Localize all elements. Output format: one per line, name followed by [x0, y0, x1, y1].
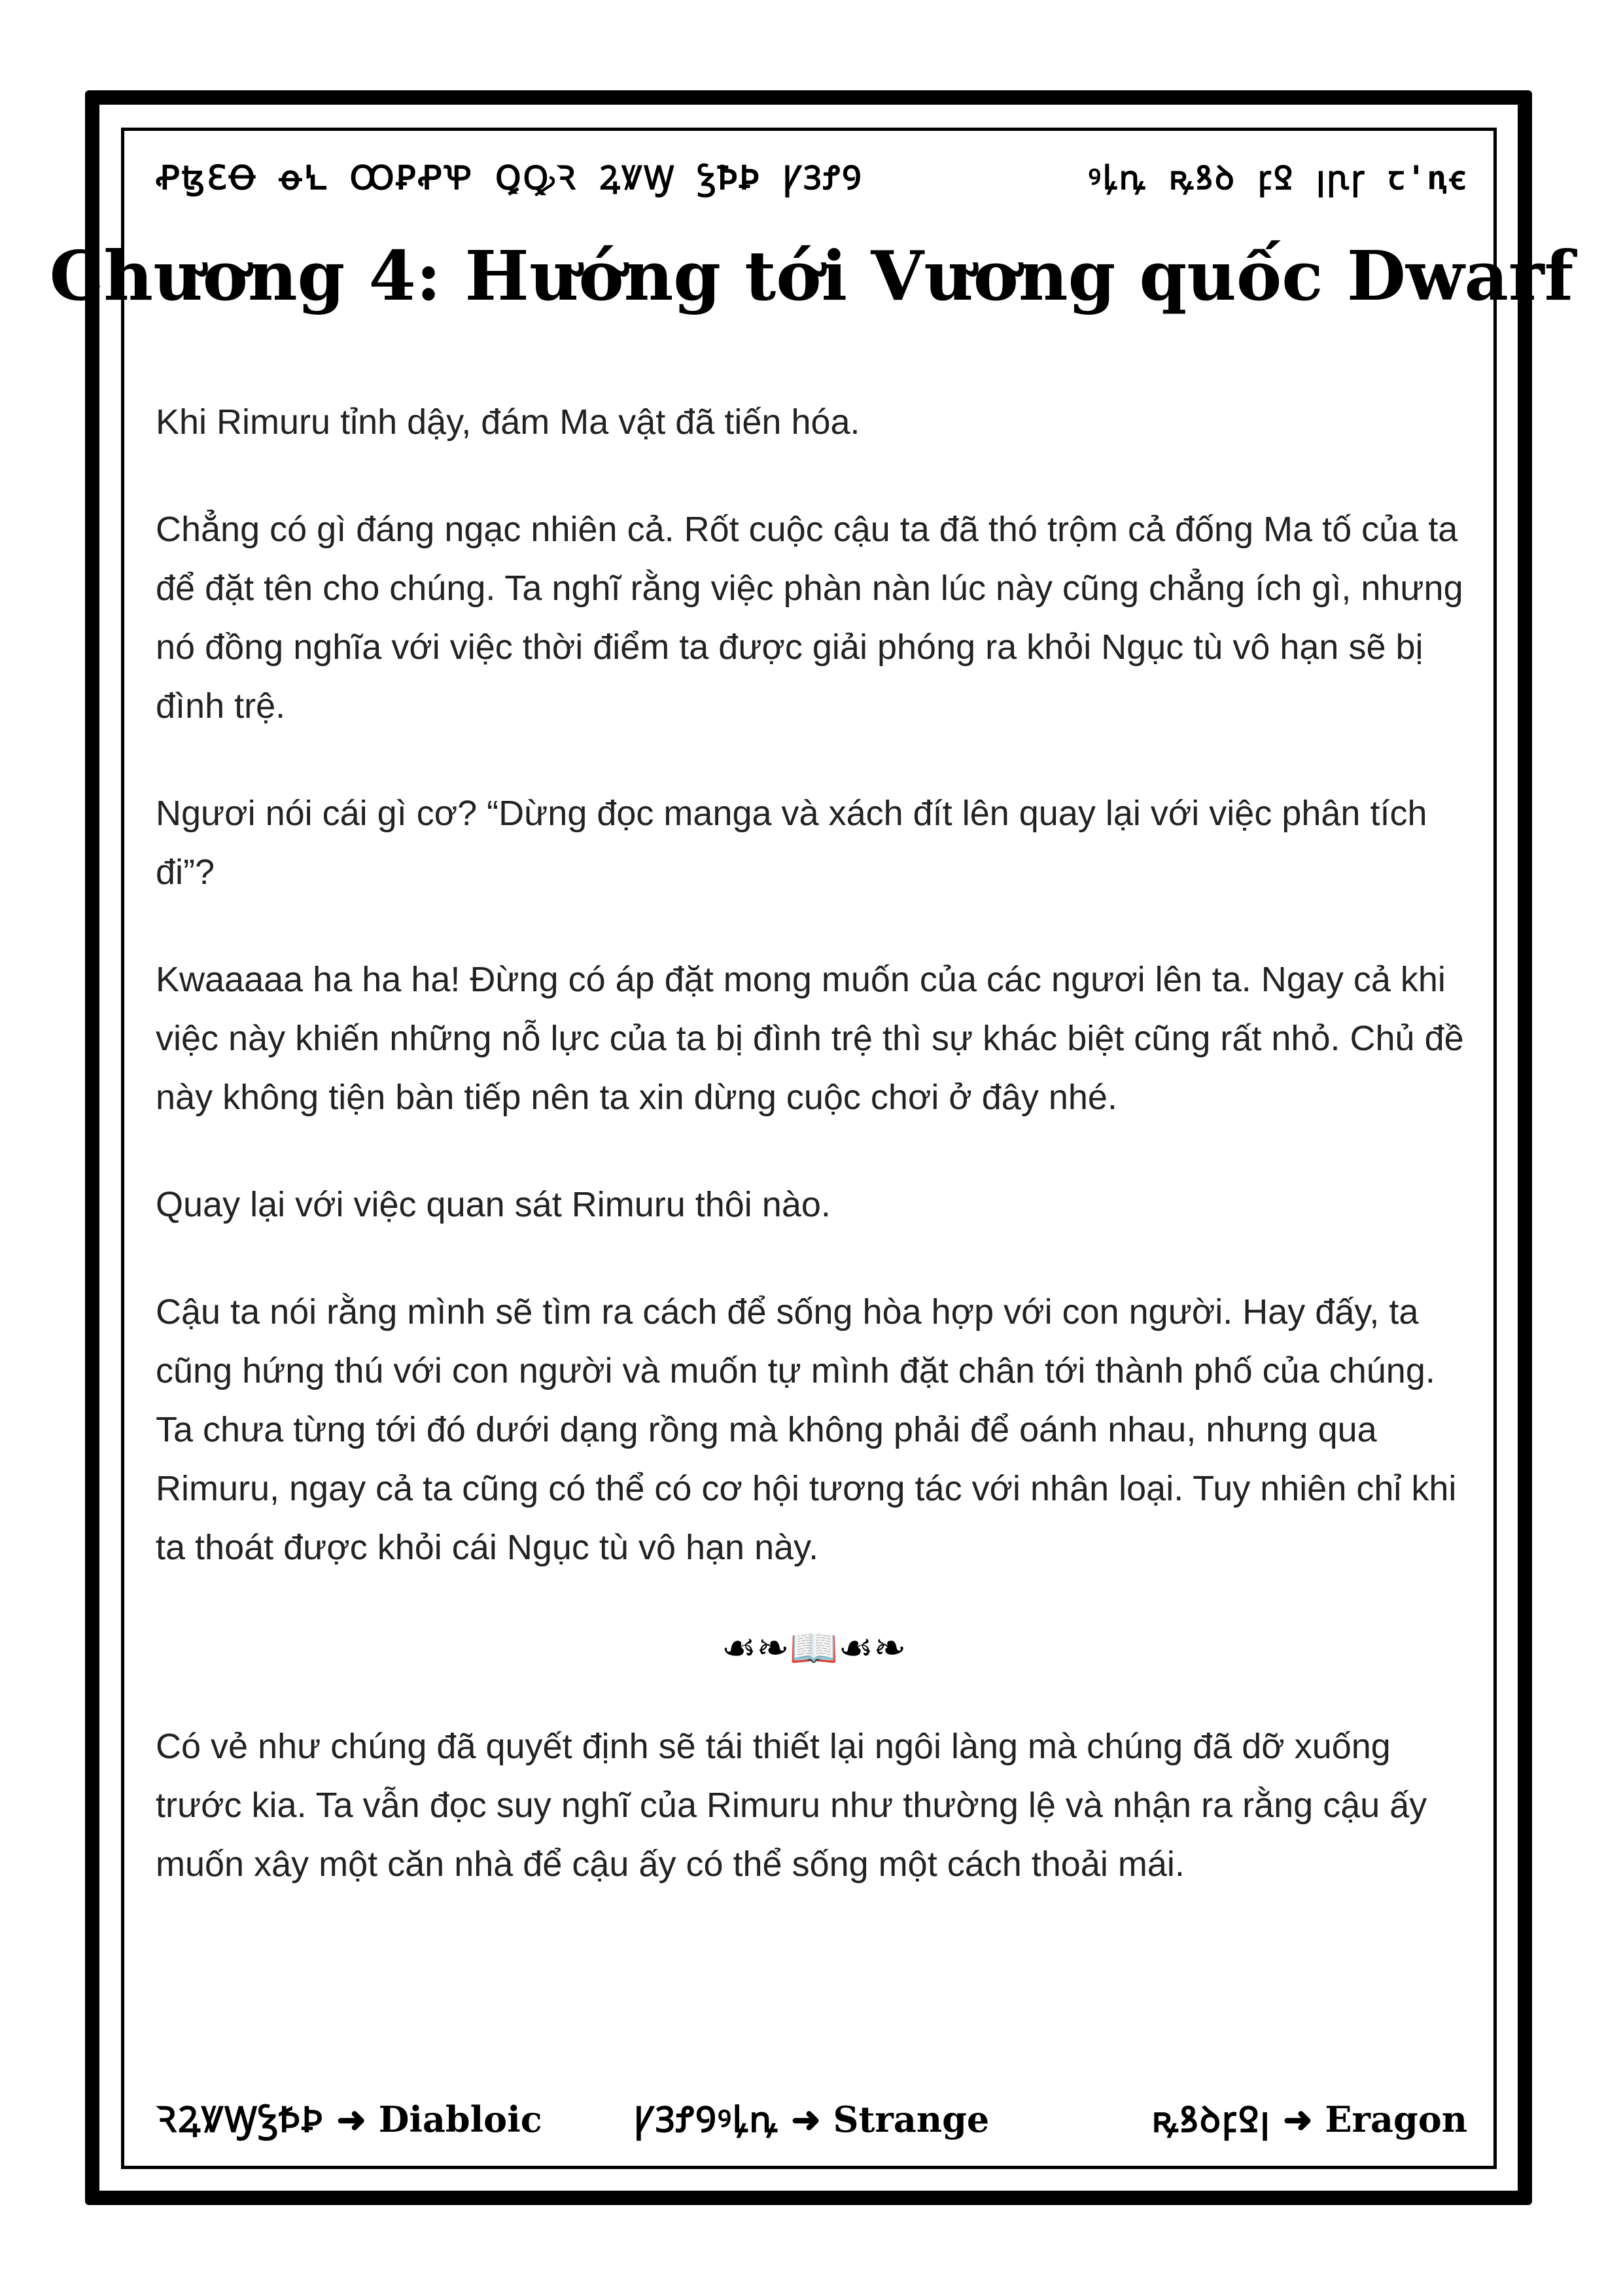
footer-name: Diabloic	[378, 2098, 542, 2140]
paragraph: Có vẻ như chúng đã quyết định sẽ tái thiết lại ngôi làng mà chúng đã dỡ xuống trước kia. Ta vẫn đọc suy nghĩ của Rimuru như thường lệ và nhận ra rằng cậu ấy muốn xây một căn nhà để cậu ấy có thể sống một cách thoải mái.	[156, 1727, 1427, 1884]
footer-script: ꝶꝸꝺꝼꝾꞁ	[1151, 2099, 1271, 2140]
footer-script: ꝚꝜꝞꝠꝢꝤꝦ	[156, 2099, 324, 2140]
footer-script: ꝨꝪꝬꝮꝰꝲꝴ	[633, 2099, 779, 2140]
footer-credit-right	[1152, 2094, 1467, 2142]
footer-name: Strange	[833, 2098, 990, 2140]
chapter-body	[156, 393, 1472, 1942]
paragraph: Quay lại với việc quan sát Rimuru thôi nào.	[156, 1185, 831, 1224]
footer-name: Eragon	[1325, 2098, 1467, 2140]
section-separator-icon: ☙❧📖☙❧	[721, 1626, 907, 1670]
header-script-right: ꝰꝲꝴ ꝶꝸꝺ ꝼꝾ ꞁꞃꞅ ꞇꞌꞑꞓ	[1088, 159, 1467, 197]
paragraph: Ngươi nói cái gì cơ? “Dừng đọc manga và xách đít lên quay lại với việc phân tích đi”?	[156, 794, 1427, 892]
header-script-left: ꝒꜩꜪꝊ ꝋꝆ ꝎꝐꝒꝔ ꝖꝘꝚ ꝜꝞꝠ ꝢꝤꝦ ꝨꝪꝬꝮ	[156, 159, 864, 197]
paragraph: Cậu ta nói rằng mình sẽ tìm ra cách để sống hòa hợp với con người. Hay đấy, ta cũng hứng thú với con người và muốn tự mình đặt chân tới thành phố của chúng. Ta chưa từng tới đó dưới dạng rồng mà không phải để oánh nhau, nhưng qua Rimuru, ngay cả ta cũng có thể có cơ hội tương tác với nhân loại. Tuy nhiên chỉ khi ta thoát được khỏi cái Ngục tù vô hạn này.	[156, 1292, 1457, 1567]
paragraph: Chẳng có gì đáng ngạc nhiên cả. Rốt cuộc cậu ta đã thó trộm cả đống Ma tố của ta để đặt tên cho chúng. Ta nghĩ rằng việc phàn nàn lúc này cũng chẳng ích gì, nhưng nó đồng nghĩa với việc thời điểm ta được giải phóng ra khỏi Ngục tù vô hạn sẽ bị đình trệ.	[156, 510, 1463, 726]
arrow-icon: ➜	[336, 2098, 366, 2140]
arrow-icon: ➜	[1283, 2098, 1313, 2140]
chapter-title: Chương 4: Hướng tới Vương quốc Dwarf	[49, 236, 1574, 316]
paragraph: Khi Rimuru tỉnh dậy, đám Ma vật đã tiến hóa.	[156, 402, 860, 442]
paragraph: Kwaaaaa ha ha ha! Đừng có áp đặt mong muốn của các ngươi lên ta. Ngay cả khi việc này khiến những nỗ lực của ta bị đình trệ thì sự khác biệt cũng rất nhỏ. Chủ đề này không tiện bàn tiếp nên ta xin dừng cuộc chơi ở đây nhé.	[156, 960, 1464, 1117]
arrow-icon: ➜	[791, 2098, 821, 2140]
